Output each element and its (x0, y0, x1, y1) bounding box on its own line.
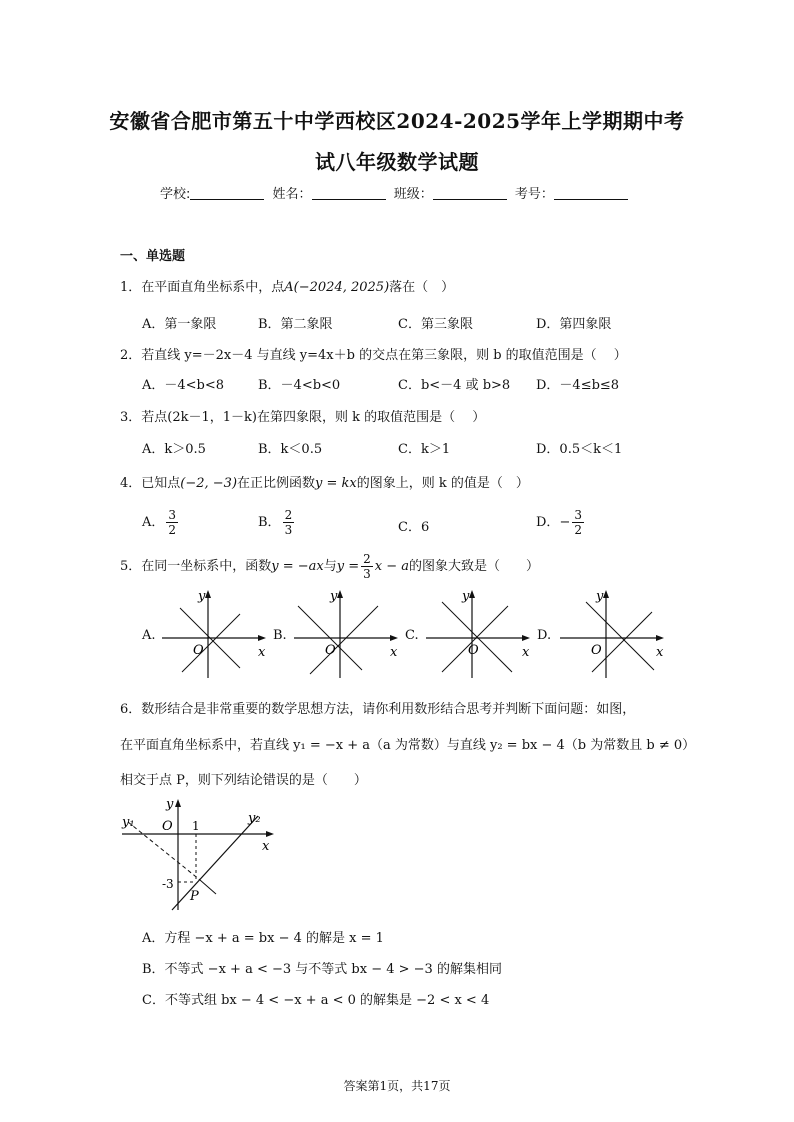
q5-graph-d[interactable] (556, 586, 668, 680)
q4-a-fraction (166, 508, 178, 537)
q6-graph (118, 796, 286, 914)
q4-option-a[interactable] (142, 508, 180, 537)
q5-frac-numerator: 2 (363, 552, 371, 566)
q2-option-a[interactable]: A．－4<b<8 (142, 378, 225, 393)
question-6-line-2: 在平面直角坐标系中，若直线 y₁ = −x + a（a 为常数）与直线 y₂ = bx − 4（b 为常数且 b ≠ 0） (120, 738, 696, 753)
q5-function-2-fraction (361, 552, 373, 581)
question-3: 3．若点(2k－1，1－k)在第四象限，则 k 的取值范围是（ ） (120, 410, 486, 425)
q5-graph-b[interactable] (290, 586, 402, 680)
q5-frac-denominator: 3 (363, 567, 371, 581)
q3-option-a[interactable]: A．k＞0.5 (142, 442, 206, 457)
q4-b-label: B． (258, 515, 281, 530)
q4-point: (−2, −3) (180, 476, 238, 491)
name-label: 姓名： (272, 187, 312, 202)
q5-option-d-label[interactable]: D. (537, 628, 552, 643)
name-blank[interactable] (312, 187, 386, 200)
section-heading: 一、单选题 (120, 249, 186, 264)
q6-y1-label: y₁ (122, 815, 135, 830)
question-4 (120, 472, 529, 491)
q5-prefix: 5．在同一坐标系中，函数 (120, 559, 272, 574)
exam-number-blank[interactable] (554, 187, 628, 200)
q1-option-b[interactable]: B．第二象限 (258, 317, 333, 332)
q6-option-b[interactable]: B．不等式 −x + a < −3 与不等式 bx − 4 > −3 的解集相同 (142, 962, 502, 977)
q5-graph-a[interactable] (158, 586, 270, 680)
q6-option-c[interactable]: C．不等式组 bx − 4 < −x + a < 0 的解集是 −2 < x < 4 (142, 993, 490, 1008)
q3-option-d[interactable]: D．0.5＜k＜1 (536, 442, 623, 457)
school-label: 学校: (160, 187, 191, 202)
q4-b-denominator: 3 (284, 523, 293, 537)
page-footer: 答案第1页，共17页 (343, 1079, 451, 1093)
q5a-y-label: y (198, 589, 206, 604)
q5-function-2-lhs: y = (336, 559, 360, 574)
q4-b-numerator: 2 (284, 508, 293, 522)
q1-point: A(−2024, 2025) (284, 280, 390, 295)
q4-d-numerator: 3 (574, 508, 582, 522)
class-blank[interactable] (433, 187, 507, 200)
class-label: 班级： (393, 187, 433, 202)
q5-suffix: 的图象大致是（ ） (409, 559, 540, 574)
q4-option-d[interactable] (536, 508, 586, 537)
q6-point-p-label: P (190, 889, 199, 904)
q1-option-a[interactable]: A．第一象限 (142, 317, 217, 332)
q4-d-denominator: 2 (574, 523, 582, 537)
q5d-origin-label: O (591, 643, 602, 658)
q4-d-label: D． (536, 515, 560, 530)
q4-d-sign: − (559, 515, 571, 530)
q5d-x-label: x (656, 645, 664, 660)
q5a-x-label: x (258, 645, 266, 660)
question-6-line-3: 相交于点 P，则下列结论错误的是（ ） (120, 773, 367, 788)
q6-y2-label: y₂ (248, 811, 261, 826)
school-blank[interactable] (190, 187, 264, 200)
q5-option-a-label[interactable]: A. (142, 628, 156, 643)
q4-a-denominator: 2 (168, 523, 177, 537)
q4-prefix: 4．已知点 (120, 476, 181, 491)
question-6-line-1: 6．数形结合是非常重要的数学思想方法，请你利用数形结合思考并判断下面问题：如图， (120, 702, 636, 717)
question-5 (120, 552, 539, 581)
q4-option-c[interactable]: C．6 (398, 520, 430, 535)
q4-option-b[interactable] (258, 508, 296, 537)
q6-tick-neg3-label: -3 (162, 877, 174, 891)
question-2: 2．若直线 y=－2x－4 与直线 y=4x＋b 的交点在第三象限，则 b 的取值范围是（ ） (120, 348, 627, 363)
q4-function: y = kx (315, 476, 357, 491)
q5-option-b-label[interactable]: B. (273, 628, 287, 643)
q1-option-d[interactable]: D．第四象限 (536, 317, 612, 332)
exam-title-line2: 试八年级数学试题 (315, 150, 479, 174)
q1-suffix: 落在（ ） (389, 280, 455, 295)
q2-option-b[interactable]: B．－4<b<0 (258, 378, 341, 393)
q1-prefix: 1．在平面直角坐标系中，点 (120, 280, 285, 295)
q2-option-d[interactable]: D．－4≤b≤8 (536, 378, 620, 393)
q5-function-1: y = −ax (271, 559, 324, 574)
q6-origin-label: O (162, 819, 173, 834)
q5c-x-label: x (522, 645, 530, 660)
q6-option-a[interactable]: A．方程 −x + a = bx − 4 的解是 x = 1 (142, 931, 384, 946)
question-1 (120, 276, 454, 295)
q5d-y-label: y (596, 589, 604, 604)
q4-a-label: A． (142, 515, 165, 530)
q5b-y-label: y (330, 589, 338, 604)
exam-number-label: 考号： (514, 187, 554, 202)
q5-option-c-label[interactable]: C. (405, 628, 419, 643)
student-info-row (160, 183, 632, 202)
q5b-origin-label: O (325, 643, 336, 658)
q5c-origin-label: O (468, 643, 479, 658)
q5-function-2-rhs: x − a (374, 559, 410, 574)
q3-option-b[interactable]: B．k＜0.5 (258, 442, 323, 457)
q5a-origin-label: O (193, 643, 204, 658)
q5-mid: 与 (323, 559, 337, 574)
q3-option-c[interactable]: C．k＞1 (398, 442, 451, 457)
exam-title-line1: 安徽省合肥市第五十中学西校区2024-2025学年上学期期中考 (109, 109, 685, 133)
q4-a-numerator: 3 (168, 508, 177, 522)
q5-graph-c[interactable] (422, 586, 534, 680)
q6-y-axis-label: y (166, 797, 174, 812)
q2-option-c[interactable]: C．b<－4 或 b>8 (398, 378, 511, 393)
q6-x-axis-label: x (262, 839, 270, 854)
q4-suffix: 的图象上，则 k 的值是（ ） (356, 476, 529, 491)
q4-b-fraction (283, 508, 295, 537)
q5b-x-label: x (390, 645, 398, 660)
q5c-y-label: y (462, 589, 470, 604)
q4-middle: 在正比例函数 (237, 476, 316, 491)
q4-d-fraction (572, 508, 584, 537)
q6-tick-1-label: 1 (192, 819, 200, 833)
q1-option-c[interactable]: C．第三象限 (398, 317, 473, 332)
